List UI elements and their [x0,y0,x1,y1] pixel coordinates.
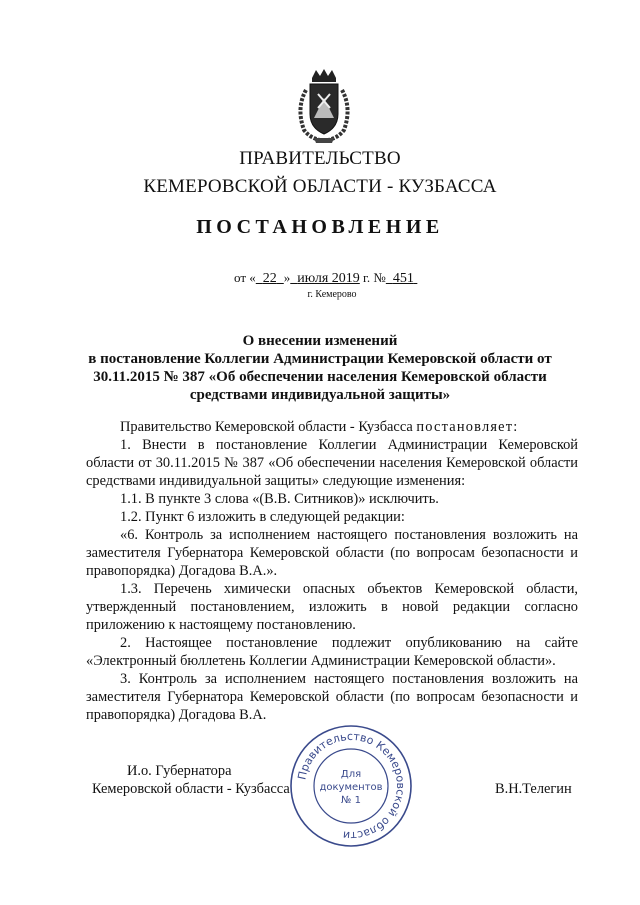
document-number: 451 [392,271,414,286]
paragraph-1-3: 1.3. Перечень химически опасных объектов Кемеровской области, утвержденный постановлением, изложить в новой редакции согласно приложению к настоящему постановлению. [86,581,578,633]
paragraph-1-2: 1.2. Пункт 6 изложить в следующей редакции: [120,509,405,525]
date-number-line [234,270,417,287]
date-suffix: г. № [359,270,386,285]
stamp-ring-text: Правительство Кемеровской области [295,729,408,843]
date-mid: » [283,270,291,285]
paragraph-1-2-quote: «6. Контроль за исполнением настоящего постановления возложить на заместителя Губернатора Кемеровской области (по вопросам безопасности и правопорядка) Догадова В.А.». [86,527,578,579]
document-type-heading: ПОСТАНОВЛЕНИЕ [196,216,444,238]
city-name: г. Кемерово [307,289,357,300]
official-stamp [288,723,414,849]
signatory-name: В.Н.Телегин [495,781,572,797]
intro-paragraph: Правительство Кемеровской области - Кузбасса постановляет: [120,419,519,435]
coat-of-arms-emblem [292,68,356,144]
paragraph-3: 3. Контроль за исполнением настоящего постановления возложить на заместителя Губернатора Кемеровской области (по вопросам безопасности и правопорядка) Догадова В.А. [86,671,578,723]
document-body [86,418,578,724]
paragraph-1-1: 1.1. В пункте 3 слова «(В.В. Ситников)» исключить. [120,491,439,507]
title-line: 30.11.2015 № 387 «Об обеспечении населения Кемеровской области [93,369,547,385]
title-line: в постановление Коллегии Администрации Кемеровской области от [88,351,552,367]
title-line: О внесении изменений [242,333,398,349]
stamp-center-line2: документов [319,782,383,793]
stamp-center-line3: № 1 [341,795,361,806]
paragraph-1: 1. Внести в постановление Коллегии Администрации Кемеровской области от 30.11.2015 № 387 «Об обеспечении населения Кемеровской области средствами индивидуальной защиты» следующие изменения: [86,437,578,489]
stamp-center-line1: Для [340,769,362,780]
document-title [70,332,570,404]
government-name-line1: ПРАВИТЕЛЬСТВО [239,148,401,169]
decree-word: постановляет: [416,419,519,435]
date-month-year: июля 2019 [297,271,360,286]
paragraph-2: 2. Настоящее постановление подлежит опубликованию на сайте «Электронный бюллетень Коллегии Администрации Кемеровской области». [86,635,578,669]
title-line: средствами индивидуальной защиты» [189,387,451,403]
date-prefix: от « [234,270,256,285]
signatory-position-line2: Кемеровской области - Кузбасса [92,781,290,797]
signatory-position-line1: И.о. Губернатора [127,763,232,779]
government-name-line2: КЕМЕРОВСКОЙ ОБЛАСТИ - КУЗБАССА [143,176,497,197]
date-day: 22 [262,271,277,286]
